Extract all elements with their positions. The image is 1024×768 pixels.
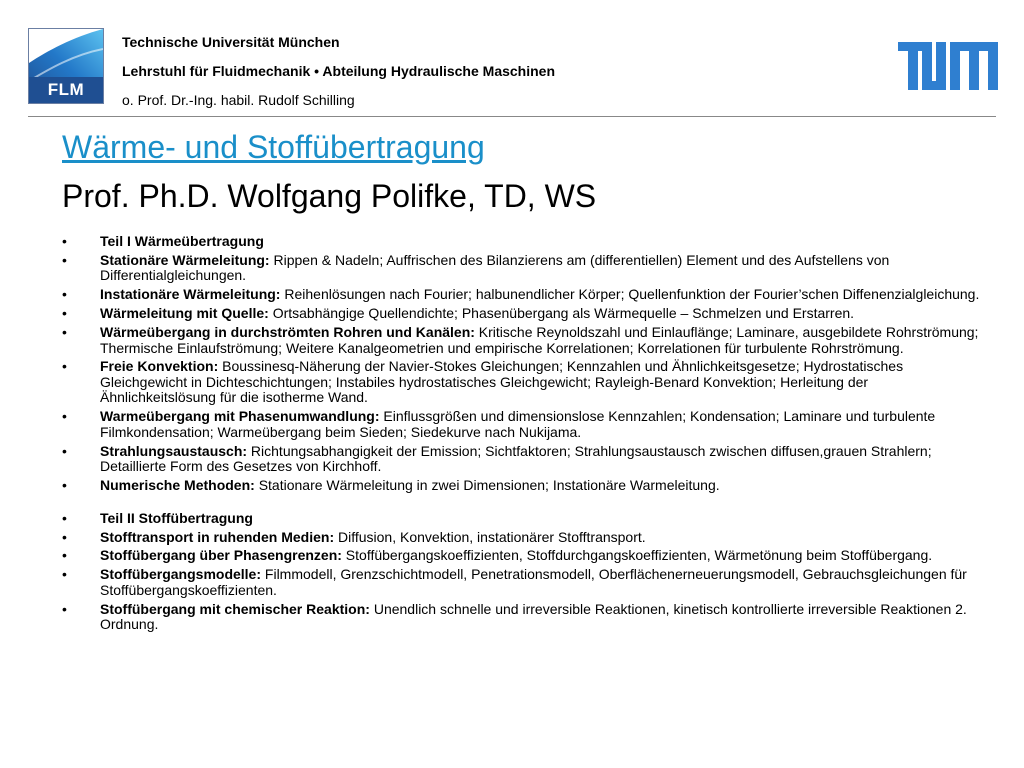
item-text: Diffusion, Konvektion, instationärer Stofftransport. <box>334 528 646 545</box>
professor-name: o. Prof. Dr.-Ing. habil. Rudolf Schilling <box>122 92 355 108</box>
item-heading: Stoffübergang über Phasengrenzen: <box>100 547 342 564</box>
flm-logo <box>28 28 104 104</box>
list-item <box>62 287 982 303</box>
item-heading: Teil II Stoffübertragung <box>100 509 253 526</box>
list-item <box>62 444 982 475</box>
item-heading: Numerische Methoden: <box>100 477 255 494</box>
item-text: Richtungsabhangigkeit der Emission; Sichtfaktoren; Strahlungsaustausch zwischen diffusen,grauen Strahlern; Detaillierte Form des Gesetzes von Kirchhoff. <box>100 442 932 475</box>
tum-logo <box>898 42 998 90</box>
list-item <box>62 234 982 250</box>
list-item <box>62 567 982 598</box>
list-item <box>62 253 982 284</box>
item-heading: Instationäre Wärmeleitung: <box>100 286 281 303</box>
list-item <box>62 359 982 406</box>
institution-block <box>122 28 555 115</box>
item-text: Rippen & Nadeln; Auffrischen des Bilanzierens am (differentiellen) Element und des Aufstellens von Differentialgleichungen. <box>100 251 890 284</box>
item-text: Reihenlösungen nach Fourier; halbunendlicher Körper; Quellenfunktion der Fourier’schen Diffenenzialgleichung. <box>280 286 980 303</box>
item-heading: Stationäre Wärmeleitung: <box>100 251 270 268</box>
flm-logo-text: FLM <box>47 80 85 99</box>
list-item <box>62 548 982 564</box>
item-heading: Freie Konvektion: <box>100 358 219 375</box>
item-heading: Stoffübergangsmodelle: <box>100 566 262 583</box>
bullet-list <box>62 234 982 633</box>
university-name: Technische Universität München <box>122 34 340 50</box>
chair-name: Lehrstuhl für Fluidmechanik • Abteilung Hydraulische Maschinen <box>122 63 556 79</box>
list-item <box>62 306 982 322</box>
item-text: Boussinesq-Näherung der Navier-Stokes Gleichungen; Kennzahlen und Ähnlichkeitsgesetze; Hydrostatisches Gleichgewicht in Dichteschichtungen; Instabiles hydrostatisches Gleichgewicht; Rayleigh-Benard Konvektion; Herleitung der Ähnlichkeitslösung für die isotherme Wand. <box>100 358 904 406</box>
item-heading: Stofftransport in ruhenden Medien: <box>100 528 335 545</box>
item-heading: Teil I Wärmeübertragung <box>100 233 264 249</box>
item-text: Stationare Wärmeleitung in zwei Dimensionen; Instationäre Warmeleitung. <box>254 477 720 494</box>
list-item <box>62 478 982 494</box>
item-text: Stoffübergangskoeffizienten, Stoffdurchgangskoeffizienten, Wärmetönung beim Stoffübergang. <box>341 547 933 564</box>
subtitle: Prof. Ph.D. Wolfgang Polifke, TD, WS <box>62 178 597 214</box>
list-item <box>62 409 982 440</box>
item-heading: Wärmeleitung mit Quelle: <box>100 305 269 322</box>
item-text: Einflussgrößen und dimensionslose Kennzahlen; Kondensation; Laminare und turbulente Filmkondensation; Warmeübergang beim Sieden; Siedekurve nach Nukijama. <box>100 408 936 440</box>
title-link[interactable]: Wärme- und Stoffübertragung <box>62 129 485 165</box>
item-heading: Stoffübergang mit chemischer Reaktion: <box>100 600 370 617</box>
header <box>0 0 1024 117</box>
list-item <box>62 530 982 546</box>
item-text: Kritische Reynoldszahl und Einlauflänge; Laminare, ausgebildete Rohrströmung; Thermische Einlaufströmung; Weitere Kanalgeometrien und empirische Korrelationen; Korrelationen für turbulente Rohrströmung. <box>100 324 979 356</box>
item-text: Ortsabhängige Quellendichte; Phasenübergang als Wärmequelle – Schmelzen und Erstarren. <box>268 305 855 322</box>
list-item <box>62 602 982 633</box>
list-item <box>62 325 982 356</box>
header-divider <box>28 116 996 117</box>
item-heading: Wärmeübergang in durchströmten Rohren und Kanälen: <box>100 324 475 341</box>
item-text: Unendlich schnelle und irreversible Reaktionen, kinetisch kontrollierte irreversible Reaktionen 2. Ordnung. <box>100 600 967 633</box>
course-outline <box>62 234 982 636</box>
item-text: Filmmodell, Grenzschichtmodell, Penetrationsmodell, Oberflächenerneuerungsmodell, Gebrauchsgleichungen für Stoffübergangskoeffizienten. <box>100 566 967 598</box>
item-heading: Strahlungsaustausch: <box>100 442 248 459</box>
item-heading: Warmeübergang mit Phasenumwandlung: <box>100 408 380 425</box>
list-item <box>62 511 982 527</box>
